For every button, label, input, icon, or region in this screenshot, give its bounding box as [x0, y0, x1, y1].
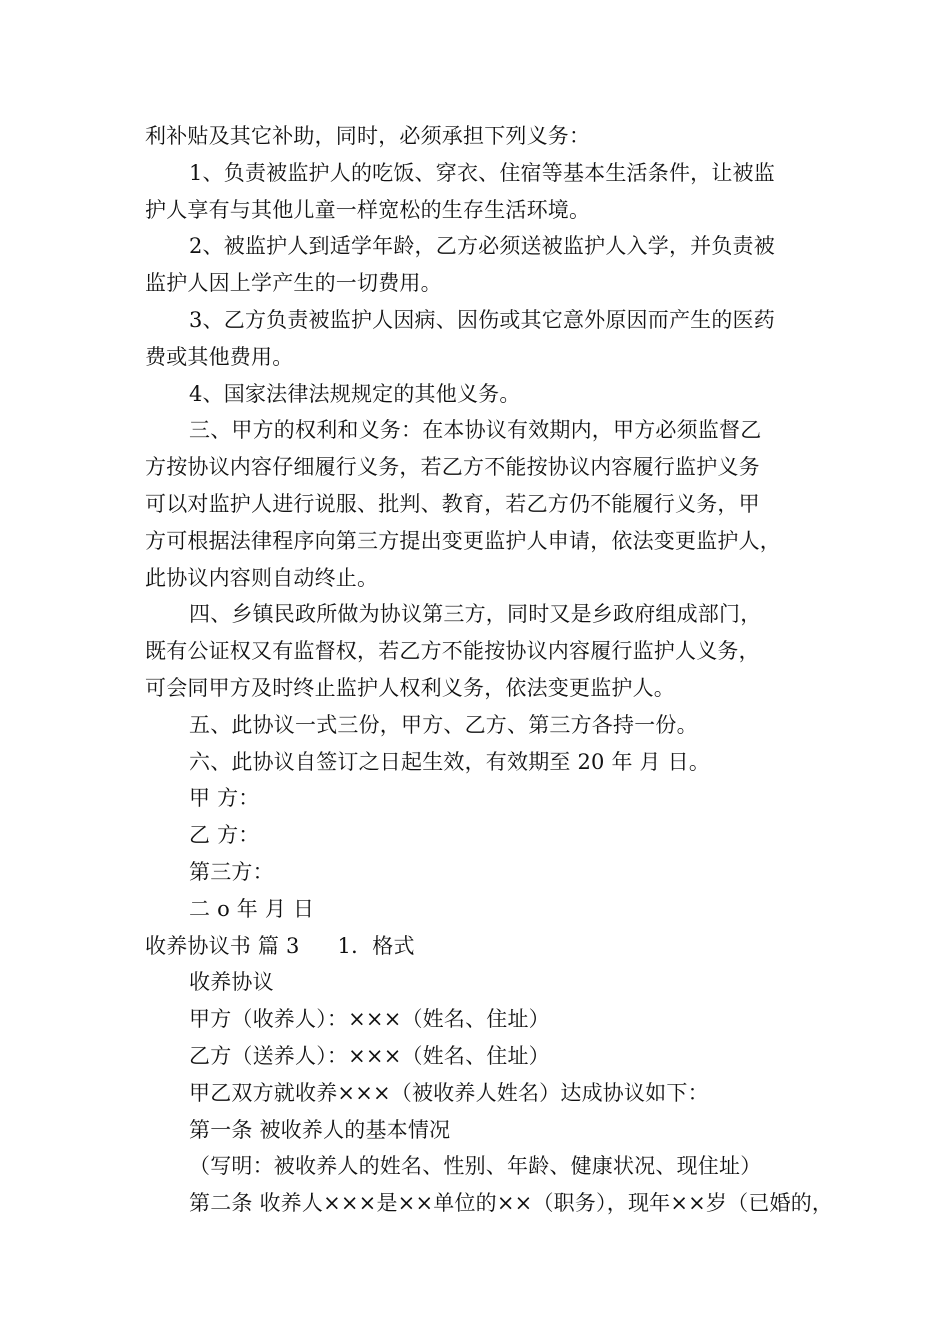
text-line: 五、此协议一式三份，甲方、乙方、第三方各持一份。: [189, 712, 698, 737]
agreement-title: 收养协议: [189, 970, 274, 995]
text-line: 可以对监护人进行说服、批判、教育，若乙方仍不能履行义务，甲: [145, 491, 760, 516]
text-line: 监护人因上学产生的一切费用。: [145, 271, 442, 296]
signature-party-b: 乙 方：: [189, 823, 260, 848]
signature-date: 二 o 年 月 日: [189, 896, 315, 921]
text-line: 四、乡镇民政所做为协议第三方，同时又是乡政府组成部门，: [189, 602, 762, 627]
signature-third-party: 第三方：: [189, 859, 274, 884]
text-line: 利补贴及其它补助，同时，必须承担下列义务：: [145, 124, 591, 148]
text-line: 1、负责被监护人的吃饭、穿衣、住宿等基本生活条件，让被监: [189, 160, 775, 185]
text-line: 护人享有与其他儿童一样宽松的生存生活环境。: [145, 197, 591, 222]
text-line: 方可根据法律程序向第三方提出变更监护人申请，依法变更监护人，: [145, 528, 781, 553]
section-title: 收养协议书 篇 3: [145, 933, 300, 958]
text-line: 三、甲方的权利和义务：在本协议有效期内，甲方必须监督乙: [189, 418, 762, 443]
text-line: 第二条 收养人×××是××单位的××（职务），现年××岁（已婚的，: [189, 1191, 834, 1216]
text-line: 2、被监护人到适学年龄，乙方必须送被监护人入学，并负责被: [189, 234, 775, 259]
signature-party-a: 甲 方：: [189, 786, 260, 811]
text-line: 乙方（送养人）：×××（姓名、住址）: [189, 1043, 550, 1068]
section-heading: [145, 928, 825, 965]
text-line: 方按协议内容仔细履行义务，若乙方不能按协议内容履行监护义务: [145, 455, 760, 480]
text-line: 第一条 被收养人的基本情况: [189, 1117, 451, 1142]
section-item: 1．格式: [337, 933, 415, 958]
text-line: 既有公证权又有监督权，若乙方不能按协议内容履行监护人义务，: [145, 639, 760, 664]
text-line: 甲乙双方就收养×××（被收养人姓名）达成协议如下：: [189, 1080, 709, 1105]
text-line: （写明：被收养人的姓名、性别、年龄、健康状况、现住址）: [189, 1154, 762, 1179]
text-line: 可会同甲方及时终止监护人权利义务，依法变更监护人。: [145, 675, 675, 700]
text-line: 4、国家法律法规规定的其他义务。: [189, 381, 521, 406]
text-line: 费或其他费用。: [145, 344, 294, 369]
text-line: 六、此协议自签订之日起生效，有效期至 20 年 月 日。: [189, 749, 711, 774]
text-line: 甲方（收养人）：×××（姓名、住址）: [189, 1007, 550, 1032]
text-line: 3、乙方负责被监护人因病、因伤或其它意外原因而产生的医药: [189, 307, 775, 332]
document-body: [145, 118, 834, 1222]
text-line: 此协议内容则自动终止。: [145, 565, 379, 590]
